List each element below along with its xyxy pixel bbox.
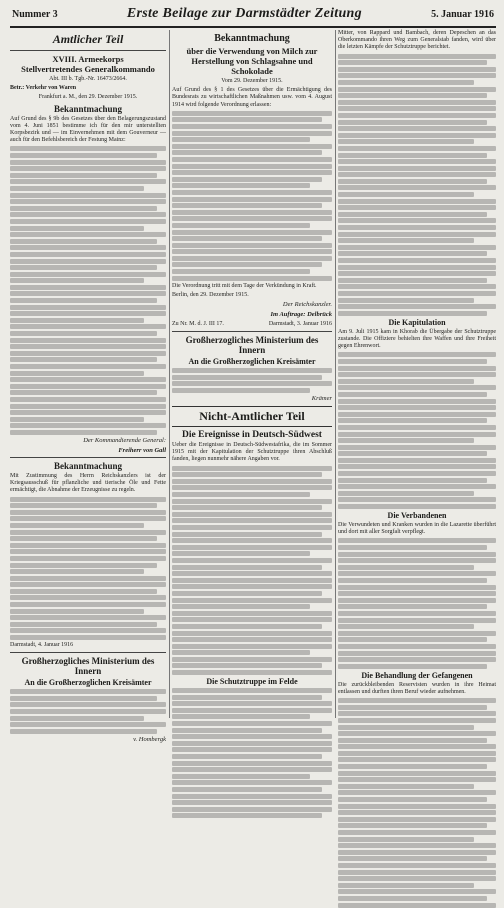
ministry-heading: Großherzogliches Ministerium des Innern [185, 335, 319, 356]
subject-line: Betr.: Verkehr von Waren [10, 85, 77, 92]
issue-date: 5. Januar 1916 [431, 9, 494, 20]
article-lead: Ueber die Ereignisse in Deutsch-Südwestafrika, die im Sommer 1915 mit der Kapitulation der Schutztruppe ihren Abschluß fanden, liegen nunmehr nähere Angaben vor. [172, 442, 332, 463]
notice-body: Auf Grund des § 1 des Gesetzes über die Ermächtigung des Bundesrats zu wirtschaftlichen Maßnahmen usw. vom 4. August 1914 wird folgende Verordnung erlassen: [172, 87, 332, 108]
divider [10, 652, 166, 653]
subheading-verbandenen: Die Verbandenen [387, 511, 447, 521]
text-filler [338, 352, 496, 509]
place-date-2: Darmstadt, 3. Januar 1916 [268, 321, 332, 328]
divider [10, 457, 166, 458]
divider [10, 50, 166, 51]
ref-date-row [172, 321, 332, 328]
signature-title: Der Reichskanzler. [282, 301, 332, 309]
column-3 [338, 30, 496, 718]
text-filler [172, 466, 332, 675]
corps-heading: XVIII. Armeekorps Stellvertretendes Generalkommando [21, 54, 155, 74]
column-2 [172, 30, 332, 718]
notice-title-2: Bekanntmachung [53, 460, 123, 471]
reference-line: Abt. III b. Tgb.-Nr. 16473/2664. [49, 76, 127, 82]
signature: v. Hombergk [133, 735, 166, 743]
issue-number: Nummer 3 [12, 9, 58, 20]
text-filler [172, 111, 332, 281]
signature: Krämer [311, 395, 332, 403]
notice-subtitle: über die Verwendung von Milch zur Herstellung von Schlagsahne und Schokolade [186, 46, 318, 76]
section-title-amtlicher-teil: Amtlicher Teil [52, 32, 124, 46]
signature-title: Der Kommandierende General: [83, 436, 166, 444]
text-filler [338, 538, 496, 668]
section-title-nicht-amtlicher-teil: Nicht-Amtlicher Teil [172, 406, 332, 427]
newspaper-title: Erste Beilage zur Darmstädter Zeitung [126, 6, 362, 21]
reference-line: Zu Nr. M. d. J. III 17. [172, 321, 224, 328]
notice-title: Bekanntmachung [214, 33, 290, 44]
text-filler [338, 698, 496, 907]
ministry-heading: Großherzogliches Ministerium des Innern [21, 656, 155, 677]
article-subheading: Die Schutztruppe im Felde [206, 677, 298, 687]
text-filler [172, 688, 332, 818]
paragraph: Am 9. Juli 1915 kam in Khorab die Übergabe der Schutztruppe zustande. Die Offiziere behielten ihre Waffen und ihre Freiheit gegen Ehrenwort. [338, 328, 496, 350]
signature-name: Freiherr von Gall [118, 446, 166, 454]
notice-date: Vom 29. Dezember 1915. [221, 78, 283, 84]
subheading-gefangene: Die Behandlung der Gefangenen [361, 670, 473, 680]
subheading-kapitulation: Die Kapitulation [388, 317, 446, 327]
paragraph: Die Verwundeten und Kranken wurden in die Lazarette überführt und dort mit aller Sorgfalt verpflegt. [338, 522, 496, 536]
notice-body: Auf Grund des § 9b des Gesetzes über den Belagerungszustand vom 4. Juni 1851 bestimme ich für den mir unterstellten Korpsbezirk und — im Einvernehmen mit dem Gouverneur — auch für den Befehlsbereich der Festung Mainz: [10, 115, 166, 144]
newspaper-page [10, 6, 496, 743]
ministry-subheading: An die Großherzoglichen Kreisämter [188, 357, 316, 367]
place-date: Berlin, den 29. Dezember 1915. [172, 291, 249, 298]
notice-title: Bekanntmachung [53, 103, 123, 114]
article-title: Die Ereignisse in Deutsch-Südwest [182, 430, 322, 441]
ref-date-row [10, 642, 166, 649]
notice-body-2: Mit Zustimmung des Herrn Reichskanzlers ist der Kriegsausschuß für pflanzliche und tierische Öle und Fette ermächtigt, die Abnahme der Erzeugnisse zu regeln. [10, 472, 166, 494]
columns [10, 30, 496, 743]
paragraph: Die zurückbleibenden Reservisten wurden in ihre Heimat entlassen und durften ihren Beruf wieder aufnehmen. [338, 681, 496, 695]
place-date: Frankfurt a. M., den 29. Dezember 1915. [38, 94, 138, 101]
article-continued: Mitter, von Rappard und Bambach, deren Depeschen an das Oberkommando ihren Weg zum Generalstab fanden, wird über die letzten Kämpfe der Schutztruppe berichtet. [338, 30, 496, 51]
text-filler [338, 54, 496, 316]
text-filler [10, 689, 166, 734]
notice-body-2: Die Verordnung tritt mit dem Tage der Verkündung in Kraft. [172, 282, 317, 289]
column-1 [10, 30, 166, 743]
text-filler [10, 497, 166, 640]
divider [172, 331, 332, 332]
text-filler [172, 368, 332, 393]
ministry-subheading: An die Großherzoglichen Kreisämter [24, 678, 152, 688]
column-rule [169, 30, 170, 718]
masthead [10, 6, 496, 28]
place-date-2: Darmstadt, 4. Januar 1916 [10, 642, 74, 649]
signature-name: Im Auftrage: Delbrück [270, 311, 332, 319]
column-rule [335, 30, 336, 718]
text-filler [10, 146, 166, 435]
